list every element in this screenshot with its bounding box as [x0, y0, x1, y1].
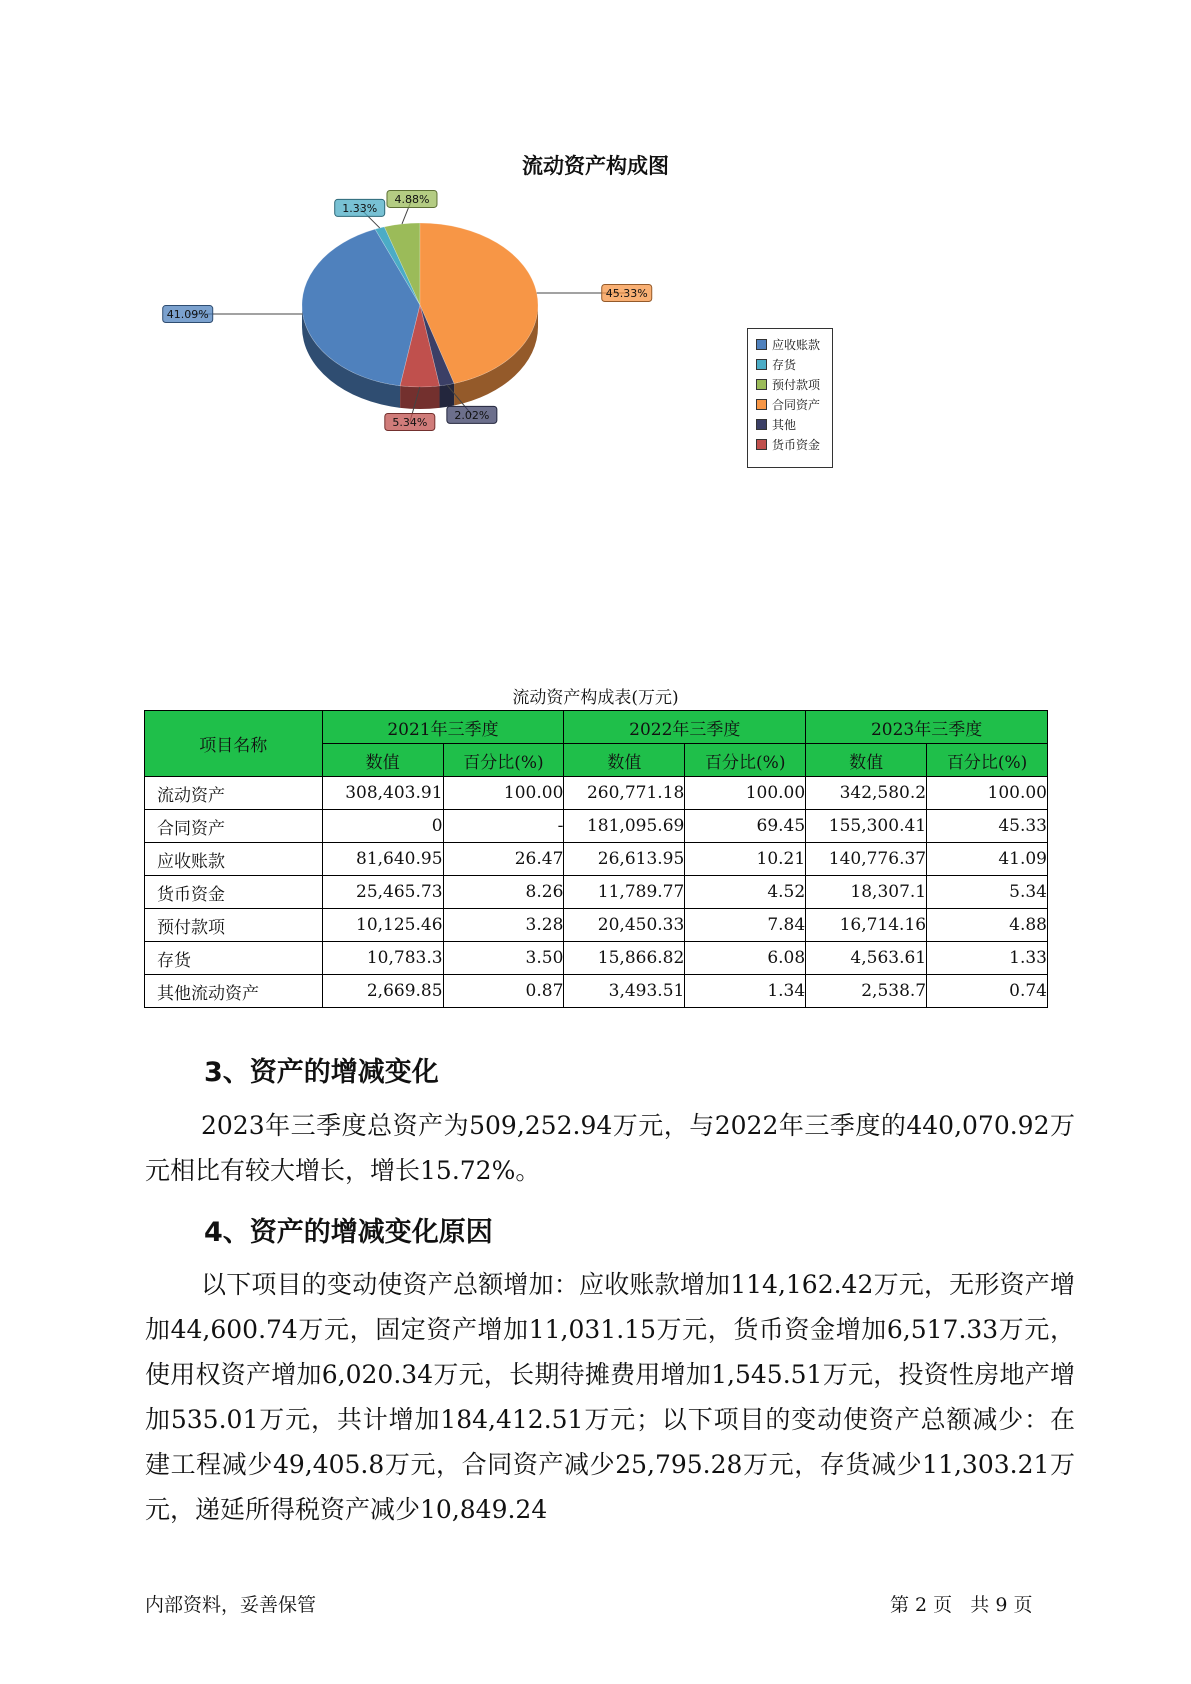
cell-value: 3,493.51: [564, 975, 685, 1008]
section3-paragraph: 2023年三季度总资产为509,252.94万元，与2022年三季度的440,070.92万元相比有较大增长，增长15.72%。: [145, 1111, 1075, 1185]
cell-value: 11,789.77: [564, 876, 685, 909]
header-value: 数值: [806, 744, 927, 777]
footer-page-number: 第 2 页 共 9 页: [890, 1594, 1033, 1616]
cell-value: 81,640.95: [322, 843, 443, 876]
data-label-text: 41.09%: [166, 308, 209, 322]
cell-value: 26,613.95: [564, 843, 685, 876]
header-item-name: 项目名称: [145, 711, 323, 777]
cell-value: 4,563.61: [806, 942, 927, 975]
cell-value: 16,714.16: [806, 909, 927, 942]
cell-percent: 69.45: [685, 810, 806, 843]
cell-percent: 45.33: [927, 810, 1048, 843]
cell-percent: 8.26: [443, 876, 564, 909]
cell-percent: 26.47: [443, 843, 564, 876]
cell-percent: 41.09: [927, 843, 1048, 876]
header-percent: 百分比(%): [927, 744, 1048, 777]
cell-value: 2,538.7: [806, 975, 927, 1008]
chart-legend: [747, 328, 833, 468]
cell-percent: 5.34: [927, 876, 1048, 909]
cell-percent: 100.00: [443, 777, 564, 810]
data-label-text: 5.34%: [392, 415, 428, 429]
row-name: 应收账款: [145, 843, 323, 876]
table-row: [145, 876, 1048, 909]
cell-value: 140,776.37: [806, 843, 927, 876]
data-label: [163, 306, 213, 323]
legend-entry: [756, 357, 796, 373]
header-period: 2022年三季度: [564, 711, 806, 744]
header-value: 数值: [564, 744, 685, 777]
legend-entry: [756, 417, 796, 433]
cell-percent: 100.00: [927, 777, 1048, 810]
data-label: [602, 285, 652, 302]
data-label: [335, 199, 385, 216]
cell-percent: 100.00: [685, 777, 806, 810]
cell-percent: -: [443, 810, 564, 843]
pie-slice-side: [440, 384, 455, 408]
row-name: 流动资产: [145, 777, 323, 810]
header-period: 2021年三季度: [322, 711, 564, 744]
data-label-text: 2.02%: [454, 408, 490, 422]
legend-label: 货币资金: [772, 438, 821, 452]
legend-label: 预付款项: [772, 378, 821, 392]
data-label: [387, 190, 437, 207]
cell-percent: 7.84: [685, 909, 806, 942]
cell-percent: 1.34: [685, 975, 806, 1008]
cell-percent: 10.21: [685, 843, 806, 876]
cell-percent: 3.50: [443, 942, 564, 975]
pie-chart: [166, 192, 648, 440]
footer-confidential: 内部资料，妥善保管: [145, 1594, 317, 1616]
cell-value: 260,771.18: [564, 777, 685, 810]
legend-swatch: [756, 399, 767, 410]
table-row: [145, 942, 1048, 975]
legend-entry: [756, 337, 820, 353]
cell-value: 181,095.69: [564, 810, 685, 843]
table-row: [145, 810, 1048, 843]
row-name: 存货: [145, 942, 323, 975]
header-percent: 百分比(%): [685, 744, 806, 777]
cell-percent: 4.88: [927, 909, 1048, 942]
data-label-text: 4.88%: [394, 192, 430, 206]
row-name: 合同资产: [145, 810, 323, 843]
table-row: [145, 909, 1048, 942]
section4-paragraph: 以下项目的变动使资产总额增加：应收账款增加114,162.42万元，无形资产增加44,600.74万元，固定资产增加11,031.15万元，货币资金增加6,517.33万元，使用权资产增加6,020.34万元，长期待摊费用增加1,545.51万元，投资性房地产增加535.01万元，共计增加184,412.51万元；以下项目的变动使资产总额减少：在建工程减少49,405.8万元，合同资产减少25,795.28万元，存货减少11,303.21万元，递延所得税资产减少10,849.24: [145, 1270, 1075, 1524]
cell-value: 155,300.41: [806, 810, 927, 843]
legend-label: 合同资产: [772, 398, 821, 412]
pie-slice-side: [400, 386, 439, 409]
cell-percent: 0.74: [927, 975, 1048, 1008]
cell-value: 15,866.82: [564, 942, 685, 975]
legend-swatch: [756, 419, 767, 430]
cell-percent: 0.87: [443, 975, 564, 1008]
data-label-text: 45.33%: [605, 287, 648, 301]
legend-swatch: [756, 439, 767, 450]
table-row: [145, 975, 1048, 1008]
header-period: 2023年三季度: [806, 711, 1048, 744]
legend-entry: [756, 397, 820, 413]
cell-percent: 1.33: [927, 942, 1048, 975]
data-label-text: 1.33%: [342, 201, 378, 215]
cell-value: 308,403.91: [322, 777, 443, 810]
legend-swatch: [756, 339, 767, 350]
cell-value: 342,580.2: [806, 777, 927, 810]
cell-percent: 3.28: [443, 909, 564, 942]
chart-title: 流动资产构成图: [522, 154, 669, 178]
section4-heading: 4、资产的增减变化原因: [204, 1217, 493, 1248]
current-assets-table: [144, 710, 1048, 1008]
table-row: [145, 843, 1048, 876]
legend-label: 应收账款: [772, 338, 821, 352]
legend-swatch: [756, 379, 767, 390]
cell-value: 10,125.46: [322, 909, 443, 942]
table-caption: 流动资产构成表(万元): [512, 688, 679, 708]
data-label: [385, 413, 435, 430]
legend-entry: [756, 437, 820, 453]
cell-value: 2,669.85: [322, 975, 443, 1008]
legend-label: 存货: [772, 358, 797, 372]
row-name: 其他流动资产: [145, 975, 323, 1008]
cell-value: 10,783.3: [322, 942, 443, 975]
table-row: [145, 777, 1048, 810]
cell-percent: 4.52: [685, 876, 806, 909]
header-value: 数值: [322, 744, 443, 777]
cell-value: 25,465.73: [322, 876, 443, 909]
data-label: [447, 406, 497, 423]
row-name: 货币资金: [145, 876, 323, 909]
header-percent: 百分比(%): [443, 744, 564, 777]
cell-value: 18,307.1: [806, 876, 927, 909]
legend-swatch: [756, 359, 767, 370]
legend-entry: [756, 377, 820, 393]
legend-label: 其他: [772, 418, 797, 432]
row-name: 预付款项: [145, 909, 323, 942]
cell-percent: 6.08: [685, 942, 806, 975]
cell-value: 0: [322, 810, 443, 843]
cell-value: 20,450.33: [564, 909, 685, 942]
section3-heading: 3、资产的增减变化: [204, 1057, 439, 1088]
